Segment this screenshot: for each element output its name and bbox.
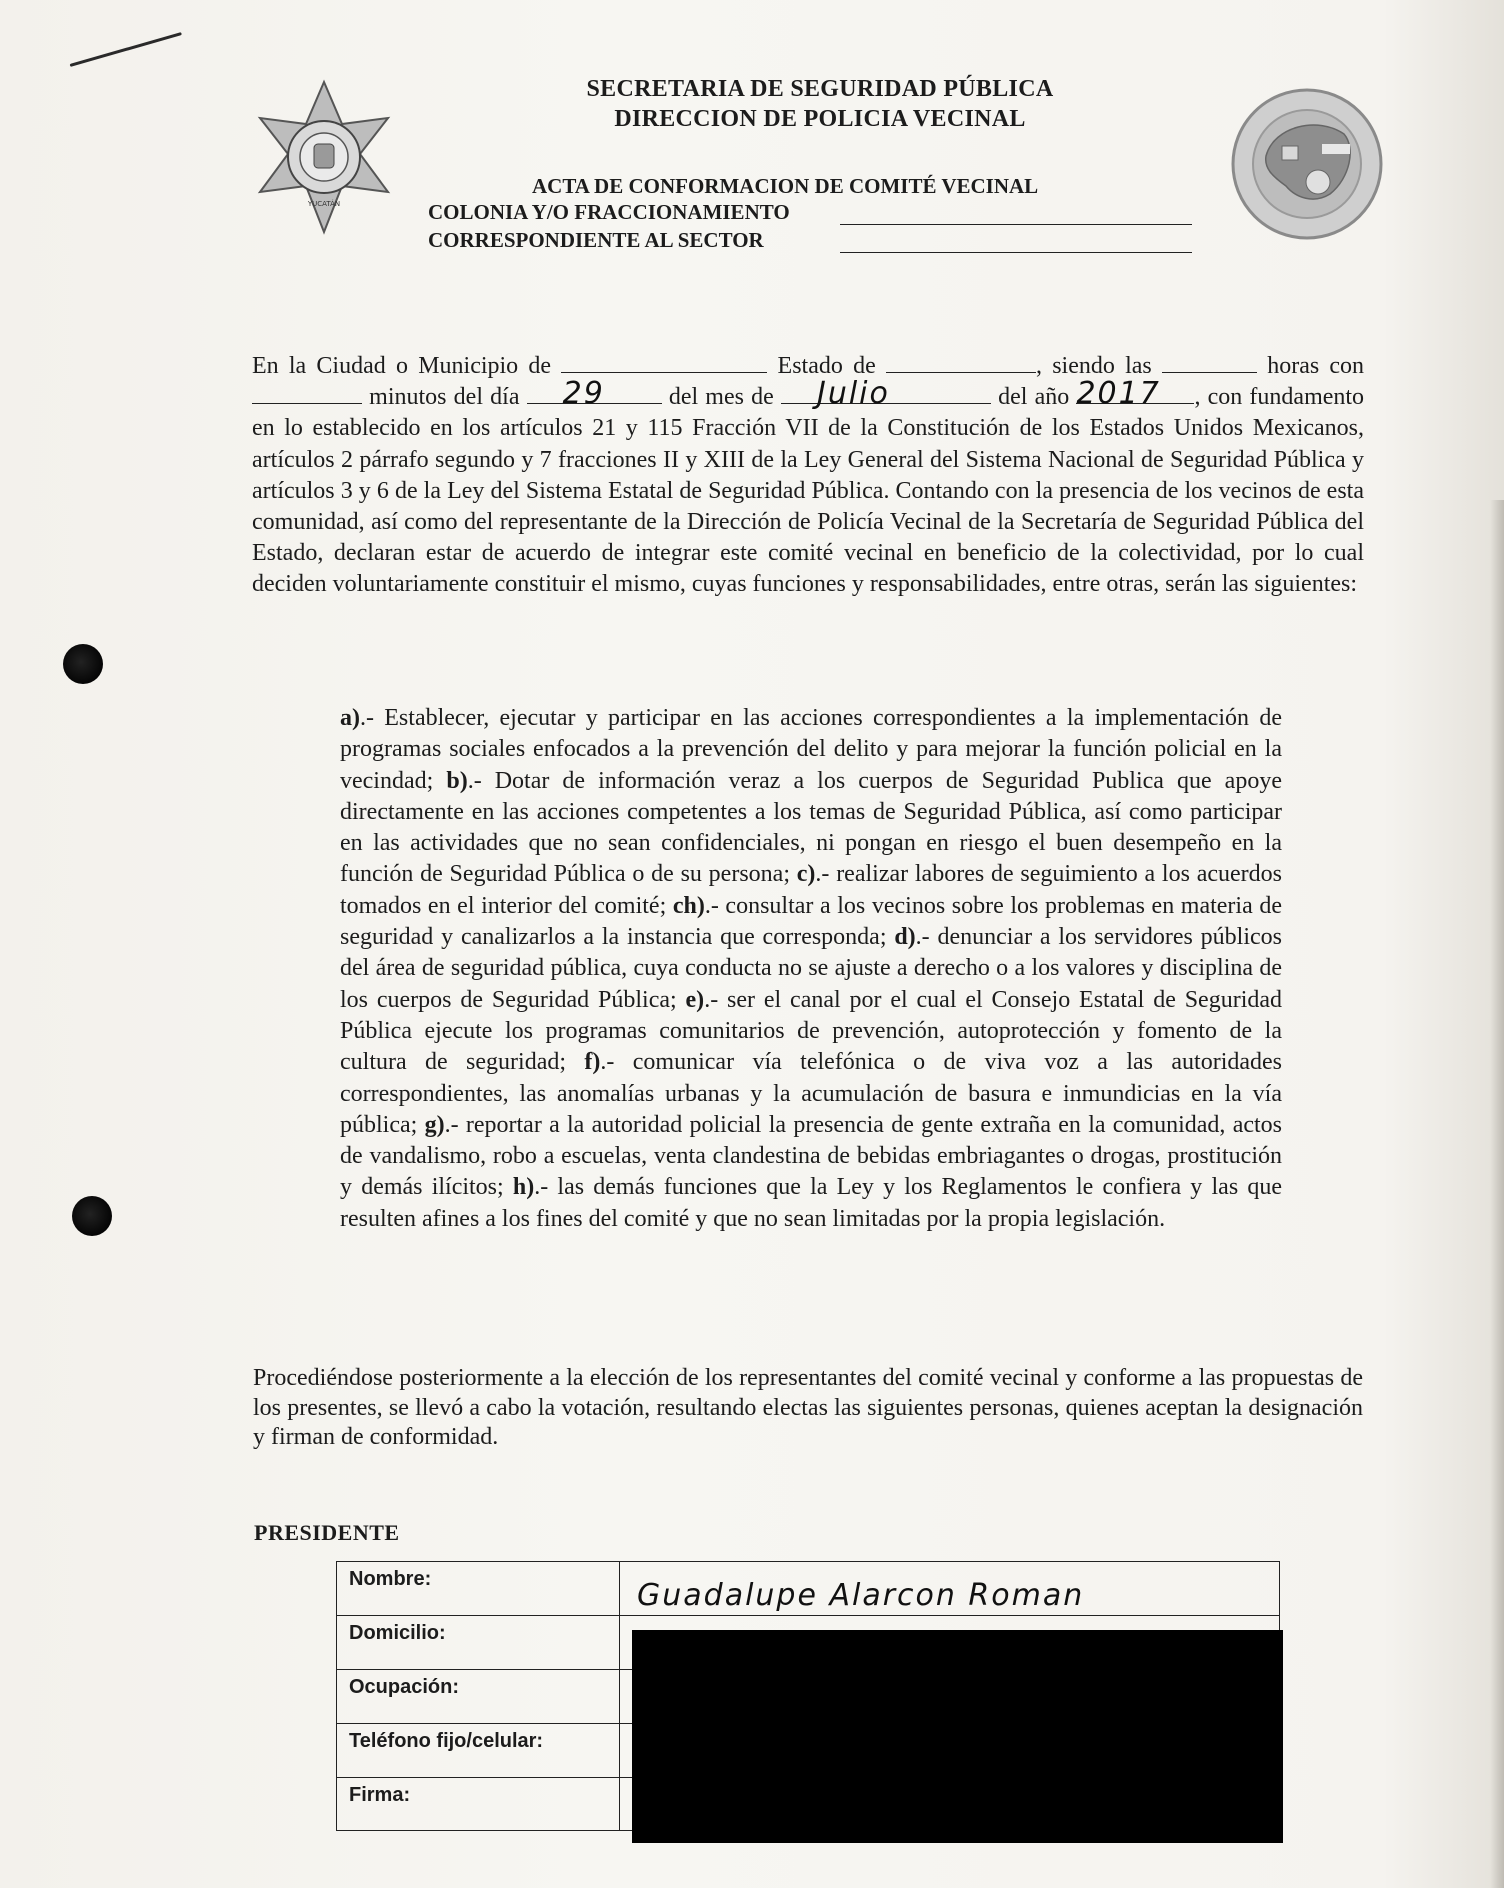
row-label: Ocupación: [349, 1676, 460, 1698]
intro-text: del mes de [668, 384, 774, 411]
function-label: ch) [672, 892, 705, 919]
function-text: .- comunicar vía telefónica o de viva voz a las autoridades correspondientes, las anomalías urbanas y la acumulación de basura e inmundicias en la vía pública; [340, 1049, 1283, 1138]
function-text: .- consultar a los vecinos sobre los problemas en materia de seguridad y canalizarlos a la instancia que corresponda; [340, 892, 1282, 951]
page-edge-shadow [1490, 500, 1504, 1888]
intro-text: Estado de [777, 353, 876, 379]
row-label: Domicilio: [349, 1622, 446, 1644]
punch-hole [63, 644, 103, 684]
police-star-seal-icon [248, 78, 400, 238]
intro-text: horas con [1267, 353, 1365, 379]
horas-blank [1162, 352, 1257, 373]
intro-text: En la Ciudad o Municipio de [252, 353, 552, 379]
function-label: d) [894, 924, 916, 951]
function-text: .- las demás funciones que la Ley y los Reglamentos le confiera y las que resulten afines a los fines del comité y que no sean limitadas por la propia legislación. [340, 1174, 1282, 1232]
function-text: .- realizar labores de seguimiento a los acuerdos tomados en el interior del comité; [340, 861, 1282, 919]
header-line-2: DIRECCION DE POLICIA VECINAL [614, 106, 1026, 132]
consejo-estatal-seal-icon [1226, 86, 1388, 242]
punch-hole [72, 1196, 112, 1236]
document-header [430, 74, 1210, 134]
dia-blank [527, 376, 662, 411]
table-row-nombre [337, 1562, 1279, 1616]
intro-paragraph [252, 351, 1364, 601]
intro-text: , con fundamento en lo establecido en los artículos 21 y 115 Fracción VII de la Constitución de los Estados Unidos Mexicanos, artículos 2 párrafo segundo y 7 fracciones II y XIII de la Ley General del Sistema Nacional de Seguridad Pública y artículos 3 y 6 de la Ley del Sistema Estatal de Seguridad Pública. Contando con la presencia de los vecinos de esta comunidad, así como del representante de la Dirección de Policía Vecinal de la Secretaría de Seguridad Pública del Estado, declaran estar de acuerdo de integrar este comité vecinal en beneficio de la colectividad, por lo cual deciden voluntariamente constituir el mismo, cuyas funciones y responsabilidades, entre otras, serán las siguientes: [252, 384, 1365, 598]
function-text: .- denunciar a los servidores públicos del área de seguridad pública, cuya conducta no se ajuste a derecho o a los valores y disciplina de los cuerpos de Seguridad Pública; [340, 924, 1282, 1013]
handwritten-month: Julio [816, 376, 890, 411]
sector-blank [840, 252, 1192, 253]
estado-blank [886, 352, 1036, 373]
row-label: Firma: [349, 1784, 411, 1806]
row-label: Teléfono fijo/celular: [349, 1730, 544, 1752]
function-label: h) [512, 1174, 535, 1201]
handwritten-year: 2017 [1076, 376, 1161, 411]
function-text: .- Dotar de información veraz a los cuerpos de Seguridad Publica que apoye directamente en las acciones competentes a los temas de Seguridad Pública, así como participar en las actividades que no sean confidenciales, ni pongan en riesgo el buen desempeño en la función de Seguridad Pública o de su persona; [340, 767, 1282, 888]
pen-mark [70, 32, 182, 67]
function-label: e) [685, 986, 705, 1013]
colonia-label: COLONIA Y/O FRACCIONAMIENTO [428, 200, 790, 224]
function-text: .- Establecer, ejecutar y participar en las acciones correspondientes a la implementación de programas sociales enfocados a la prevención del delito y para mejorar la función policial en la vecindad; [340, 705, 1282, 794]
function-text: .- ser el canal por el cual el Consejo Estatal de Seguridad Pública ejecute los programas comunitarios de prevención, autoprotección y fomento de la cultura de seguridad; [340, 986, 1283, 1076]
function-text: .- reportar a la autoridad policial la presencia de gente extraña en la comunidad, actos de vandalismo, robo a escuelas, venta clandestina de bebidas embriagantes o drogas, prostitución y demás ilícitos; [340, 1111, 1283, 1201]
acta-title: ACTA DE CONFORMACION DE COMITÉ VECINAL [532, 174, 1039, 198]
function-label: b) [446, 767, 468, 794]
intro-text: , siendo las [1035, 353, 1152, 379]
sector-field [428, 228, 764, 253]
function-label: g) [424, 1111, 445, 1138]
sector-label: CORRESPONDIENTE AL SECTOR [428, 228, 764, 252]
mes-blank [781, 376, 991, 411]
handwritten-day: 29 [562, 376, 605, 411]
row-label: Nombre: [349, 1568, 432, 1590]
intro-text: minutos del día [369, 384, 520, 411]
handwritten-name: Guadalupe Alarcon Roman [637, 1578, 1085, 1613]
function-label: a) [340, 705, 360, 731]
header-line-1: SECRETARIA DE SEGURIDAD PÚBLICA [586, 76, 1054, 102]
seal-state-text: YUCATÁN [307, 200, 341, 208]
colonia-blank [840, 224, 1192, 225]
colonia-field [428, 200, 790, 225]
function-label: f) [584, 1049, 601, 1076]
presidente-heading: PRESIDENTE [254, 1520, 400, 1545]
redaction-box [632, 1630, 1283, 1843]
municipio-blank [561, 352, 767, 373]
functions-list [340, 703, 1282, 1235]
minutos-blank [252, 383, 362, 404]
closing-paragraph: Procediéndose posteriormente a la elección de los representantes del comité vecinal y conforme a las propuestas de los presentes, se llevó a cabo la votación, resultando electas las siguientes personas, quienes aceptan la designación y firman de conformidad. [253, 1365, 1363, 1450]
anio-blank [1076, 376, 1194, 411]
function-label: c) [796, 861, 816, 888]
intro-text: del año [998, 384, 1070, 411]
